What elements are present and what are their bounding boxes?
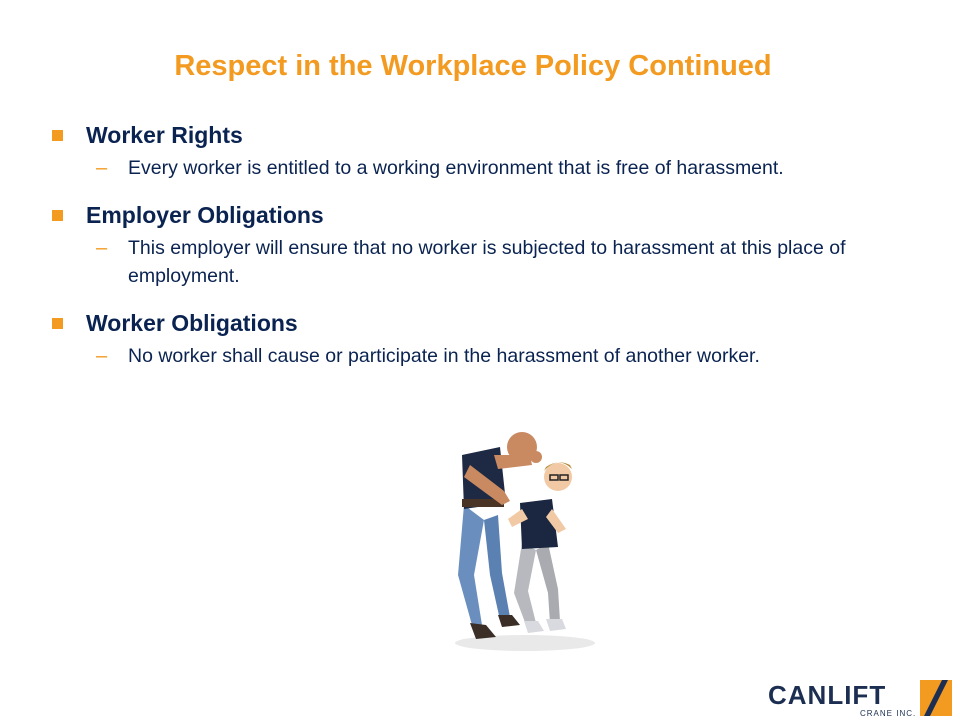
company-logo: [768, 680, 952, 720]
section-heading: Worker Rights: [86, 121, 243, 148]
square-bullet-icon: [52, 318, 63, 329]
harassment-illustration: [440, 425, 600, 655]
section-worker-obligations: [52, 306, 912, 370]
square-bullet-icon: [52, 130, 63, 141]
bullet-list: [52, 118, 912, 386]
dash-icon: –: [96, 157, 108, 179]
dash-icon: –: [96, 345, 108, 367]
heading-row: [52, 306, 912, 340]
logo-tagline: CRANE INC.: [860, 709, 917, 718]
slide-title: Respect in the Workplace Policy Continued: [174, 50, 772, 82]
section-heading: Employer Obligations: [86, 201, 324, 228]
canlift-logo-mark-icon: [920, 680, 952, 716]
sub-bullet: [96, 154, 912, 182]
sub-bullet: [96, 342, 912, 370]
sub-bullet: [96, 234, 912, 290]
section-heading: Worker Obligations: [86, 309, 298, 336]
sub-bullet-text: This employer will ensure that no worker is subjected to harassment at this place of employment.: [128, 237, 846, 287]
sub-bullet-text: Every worker is entitled to a working environment that is free of harassment.: [128, 157, 784, 179]
heading-row: [52, 118, 912, 152]
heading-row: [52, 198, 912, 232]
section-worker-rights: [52, 118, 912, 182]
dash-icon: –: [96, 237, 108, 259]
logo-wordmark: CANLIFT: [768, 680, 887, 710]
square-bullet-icon: [52, 210, 63, 221]
section-employer-obligations: [52, 198, 912, 290]
sub-bullet-text: No worker shall cause or participate in the harassment of another worker.: [128, 345, 760, 367]
